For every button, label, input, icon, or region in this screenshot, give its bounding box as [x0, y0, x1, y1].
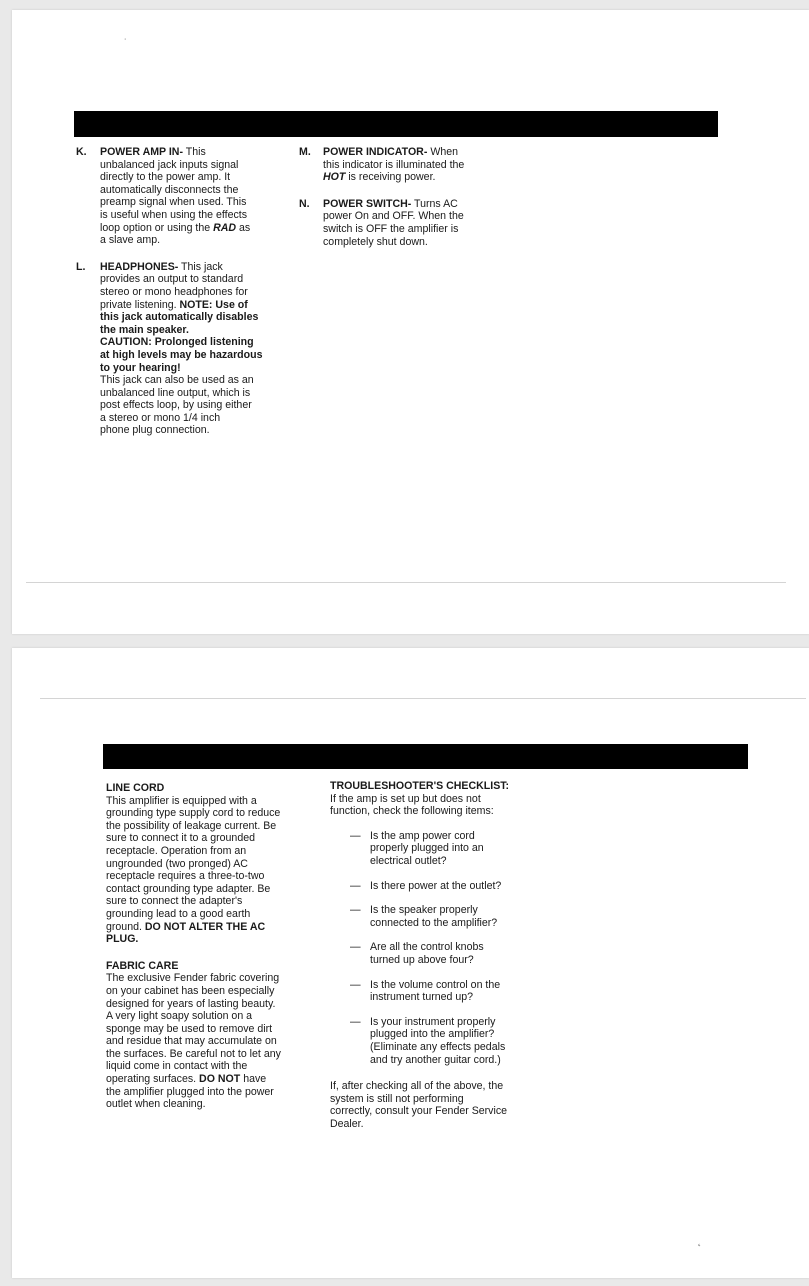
scan-speck: ˙	[124, 38, 128, 49]
text-line: Is there power at the outlet?	[370, 879, 502, 892]
item-letter: N.	[299, 197, 310, 210]
dash-bullet: —	[350, 1015, 361, 1028]
text: This	[183, 146, 206, 158]
text-line: This amplifier is equipped with a	[106, 794, 257, 807]
text-line: Is your instrument properly	[370, 1015, 496, 1028]
dash-bullet: —	[350, 829, 361, 842]
text-line: If the amp is set up but does not	[330, 792, 481, 805]
text-line: and try another guitar cord.)	[370, 1053, 501, 1066]
scan-speck: ˛	[698, 1236, 702, 1247]
caution-line: to your hearing!	[100, 361, 181, 374]
text-line: the possibility of leakage current. Be	[106, 819, 277, 832]
text-line: the main speaker.	[100, 323, 189, 336]
text-line: automatically disconnects the	[100, 183, 239, 196]
text-line: Is the amp power cord	[370, 829, 475, 842]
text-line: outlet when cleaning.	[106, 1098, 206, 1111]
line-cord-section	[106, 782, 318, 946]
text: as	[236, 221, 251, 234]
item-n-power-switch	[299, 198, 509, 248]
text-line: sure to connect the adapter's	[106, 895, 243, 908]
item-title: POWER SWITCH-	[323, 197, 412, 210]
warning-text: DO NOT ALTER THE AC	[144, 920, 266, 933]
text-line: switch is OFF the amplifier is	[323, 222, 459, 235]
text-line: and residue that may accumulate on	[106, 1035, 277, 1048]
text-line: contact grounding type adapter. Be	[106, 882, 271, 895]
text-line: ungrounded (two pronged) AC	[106, 857, 248, 870]
right-column	[299, 146, 509, 248]
dash-bullet: —	[350, 978, 361, 991]
caution-line: at high levels may be hazardous	[100, 348, 263, 361]
fabric-care-section	[106, 960, 318, 1111]
text-line: The exclusive Fender fabric covering	[106, 972, 280, 985]
text-line: preamp signal when used. This	[100, 196, 247, 209]
dash-bullet: —	[350, 879, 361, 892]
text-line: post effects loop, by using either	[100, 399, 252, 412]
section-header-bar	[74, 111, 718, 137]
checklist-item	[330, 880, 550, 893]
emphasis: HOT	[323, 171, 346, 184]
text-line: This jack can also be used as an	[100, 374, 254, 387]
text-line: Dealer.	[330, 1117, 364, 1130]
text-line: Are all the control knobs	[370, 941, 484, 954]
checklist-item	[330, 1016, 550, 1066]
text-line: a slave amp.	[100, 234, 161, 247]
item-title: HEADPHONES-	[100, 260, 179, 273]
text-line: directly to the power amp. It	[100, 171, 231, 184]
item-letter: M.	[299, 146, 311, 158]
text-line: is useful when using the effects	[100, 208, 248, 221]
text-line: on your cabinet has been especially	[106, 984, 275, 997]
warning-text: DO NOT	[199, 1073, 241, 1086]
closing-paragraph	[330, 1080, 550, 1130]
text-line: unbalanced line output, which is	[100, 386, 251, 399]
item-title: POWER AMP IN-	[100, 146, 183, 158]
text-line: electrical outlet?	[370, 854, 447, 867]
section-header-bar	[103, 744, 748, 769]
warning-text: PLUG.	[106, 933, 139, 946]
page-rule	[26, 582, 786, 583]
text: private listening.	[100, 298, 180, 311]
text-line: receptacle requires a three-to-two	[106, 870, 265, 883]
troubleshooter-section	[330, 780, 550, 1130]
text-line: sponge may be used to remove dirt	[106, 1022, 273, 1035]
manual-page-2	[12, 648, 809, 1278]
text-line: this jack automatically disables	[100, 311, 259, 324]
text-line: Is the speaker properly	[370, 904, 478, 917]
text: This jack	[178, 260, 223, 273]
note-label: NOTE: Use of	[179, 298, 248, 311]
page-rule	[40, 698, 806, 699]
manual-page-1	[12, 10, 809, 634]
text-line: connected to the amplifier?	[370, 916, 498, 929]
text-line: sure to connect it to a grounded	[106, 832, 256, 845]
checklist-item	[330, 979, 550, 1004]
text-line: Is the volume control on the	[370, 978, 501, 991]
item-k-power-amp-in	[76, 146, 286, 247]
text-line: provides an output to standard	[100, 273, 244, 286]
text-line: designed for years of lasting beauty.	[106, 997, 276, 1010]
item-l-headphones	[76, 261, 286, 437]
section-title: LINE CORD	[106, 782, 165, 794]
text-line: grounding lead to a good earth	[106, 907, 251, 920]
section-title: TROUBLESHOOTER'S CHECKLIST:	[330, 780, 510, 792]
dash-bullet: —	[350, 941, 361, 954]
text-line: power On and OFF. When the	[323, 210, 464, 223]
text: have	[240, 1073, 267, 1086]
text-line: grounding type supply cord to reduce	[106, 807, 281, 820]
text-line: (Eliminate any effects pedals	[370, 1040, 506, 1053]
checklist-item	[330, 830, 550, 868]
text-line: turned up above four?	[370, 953, 474, 966]
text-line: the surfaces. Be careful not to let any	[106, 1047, 281, 1060]
text-line: completely shut down.	[323, 235, 428, 248]
text-line: correctly, consult your Fender Service	[330, 1105, 508, 1118]
text: When	[427, 146, 458, 158]
text-line: plugged into the amplifier?	[370, 1028, 495, 1041]
text-line: a stereo or mono 1/4 inch	[100, 411, 221, 424]
dash-bullet: —	[350, 904, 361, 917]
text-line: receptacle. Operation from an	[106, 844, 247, 857]
text: loop option or using the	[100, 221, 214, 234]
text-line: phone plug connection.	[100, 424, 210, 437]
left-column	[76, 146, 286, 437]
text: ground.	[106, 920, 145, 933]
text: operating surfaces.	[106, 1073, 200, 1086]
text-line: system is still not performing	[330, 1092, 464, 1105]
item-title: POWER INDICATOR-	[323, 146, 428, 158]
checklist-item	[330, 904, 550, 929]
text-line: A very light soapy solution on a	[106, 1010, 253, 1023]
left-column	[106, 782, 318, 1111]
text-line: properly plugged into an	[370, 842, 484, 855]
text-line: If, after checking all of the above, the	[330, 1080, 504, 1093]
text-line: function, check the following items:	[330, 805, 494, 818]
emphasis: RAD	[213, 221, 237, 234]
text-line: unbalanced jack inputs signal	[100, 158, 239, 171]
text: Turns AC	[411, 197, 458, 210]
text-line: liquid come in contact with the	[106, 1060, 248, 1073]
text-line: stereo or mono headphones for	[100, 285, 248, 298]
checklist-item	[330, 941, 550, 966]
item-letter: L.	[76, 260, 86, 273]
text-line: the amplifier plugged into the power	[106, 1085, 274, 1098]
item-letter: K.	[76, 146, 87, 158]
text-line: instrument turned up?	[370, 991, 474, 1004]
right-column	[330, 780, 550, 1130]
caution-line: CAUTION: Prolonged listening	[100, 336, 254, 349]
text-line: this indicator is illuminated the	[323, 158, 465, 171]
item-m-power-indicator	[299, 146, 509, 184]
text: is receiving power.	[345, 171, 436, 184]
section-title: FABRIC CARE	[106, 959, 179, 972]
